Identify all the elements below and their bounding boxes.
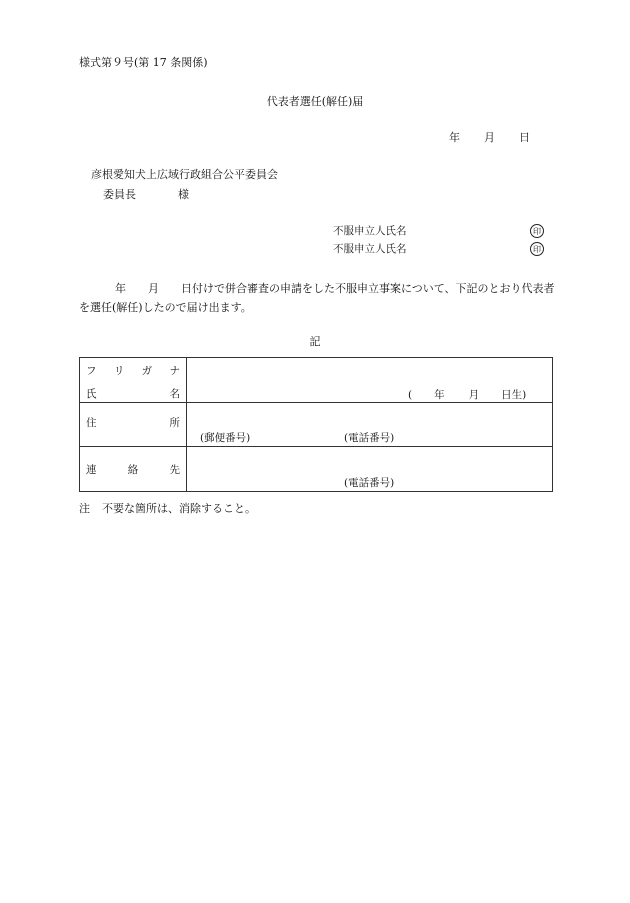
applicant-name-label: 不服申立人氏名 [333,225,407,237]
birthdate-field: ( 年 月 日生) [408,389,527,401]
applicant-name-label: 不服申立人氏名 [333,243,407,255]
table-row-address [80,403,553,447]
contact-label-cell [80,447,187,492]
postal-code-label: (郵便番号) [200,432,251,444]
date-year: 年 [449,131,460,144]
contact-label: 連 絡 先 [86,464,180,476]
body-month: 月 [148,282,159,295]
body-text: 日付けで併合審査の申請をした不服申立事案について、下記のとおり代表者を選任(解任)したので届け出ます。 [79,282,555,314]
addressee-organization: 彦根愛知犬上広域行政組合公平委員会 [91,168,278,181]
document-title: 代表者選任(解任)届 [266,95,364,108]
addressee-chair: 委員長 [103,188,136,201]
name-label-cell [80,358,187,403]
addressee-honorific: 様 [178,188,189,201]
ki-heading: 記 [309,335,321,348]
address-value-cell[interactable] [187,403,553,447]
date-month: 月 [484,131,495,144]
form-number: 様式第９号(第 17 条関係) [79,56,208,69]
phone-label: (電話番号) [344,432,395,444]
seal-icon: 印 [530,224,544,238]
furigana-label: フ リ ガ ナ [86,365,180,377]
name-label: 氏 名 [86,388,180,400]
body-year: 年 [115,282,126,295]
footnote-text: 不要な箇所は、消除すること。 [102,502,256,515]
contact-value-cell[interactable] [187,447,553,492]
address-label-cell [80,403,187,447]
contact-phone-label: (電話番号) [344,477,395,489]
table-row-contact [80,447,553,492]
seal-icon: 印 [530,242,544,256]
address-label: 住 所 [86,417,180,429]
date-line [449,131,530,145]
footnote [79,502,256,516]
name-value-cell[interactable] [187,358,553,403]
footnote-mark: 注 [79,502,90,515]
table-row-name [80,358,553,403]
date-day: 日 [519,131,530,144]
body-paragraph [79,279,555,317]
addressee-chair-line [103,188,189,202]
representative-table [79,357,553,492]
